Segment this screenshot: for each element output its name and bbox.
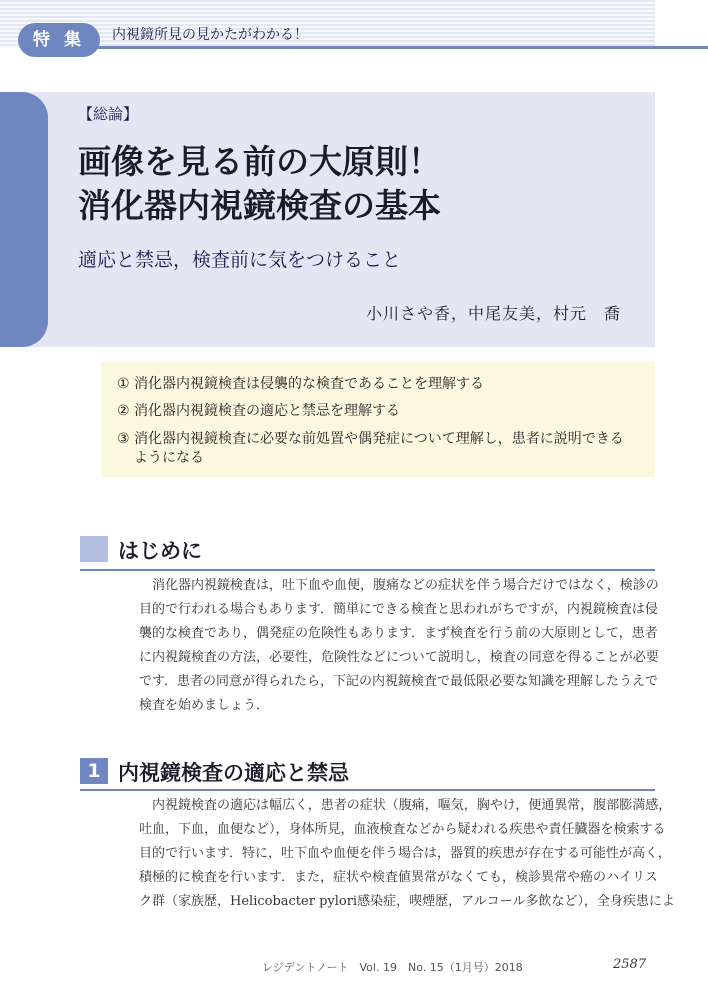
header-rule (60, 46, 708, 49)
section-rule (80, 569, 655, 571)
text-line: です．患者の同意が得られたら，下記の内視鏡検査で最低限必要な知識を理解したうえで (139, 674, 658, 689)
text-line: 目的で行われる場合もあります．簡単にできる検査と思われがちですが，内視鏡検査は侵 (139, 602, 658, 617)
section-number-marker: 1 (80, 758, 108, 784)
series-title: 内視鏡所見の見かたがわかる！ (112, 27, 308, 43)
footer-journal: レジデントノート Vol. 19 No. 15（1月号）2018 (262, 961, 523, 974)
intro-paragraph (139, 574, 659, 718)
text-line: 検査を始めましょう． (139, 698, 270, 713)
objectives-box (101, 362, 655, 477)
section-title-1: 内視鏡検査の適応と禁忌 (118, 761, 349, 785)
text-line: に内視鏡検査の方法，必要性，危険性などについて説明し，検査の同意を得ることが必要 (139, 650, 659, 665)
article-title (78, 140, 441, 228)
objective-3-continued: ようになる (134, 450, 204, 466)
text-line: 積極的に検査を行います．また，症状や検査値異常がなくても，検診異常や癌のハイリス (139, 870, 658, 885)
section-title-intro: はじめに (118, 539, 202, 563)
section-marker (80, 536, 108, 562)
text-line: 襲的な検査であり，偶発症の危険性もあります．まず検査を行う前の大原則として，患者 (139, 626, 658, 641)
article-subtitle: 適応と禁忌，検査前に気をつけること (78, 249, 402, 271)
text-line: ク群（家族歴，Helicobacter pylori感染症，喫煙歴，アルコール多飲など），全身疾患によ (139, 894, 675, 909)
article-title-line-1: 画像を見る前の大原則！ (78, 142, 441, 181)
feature-badge: 特 集 (18, 23, 100, 57)
objective-2: ② 消化器内視鏡検査の適応と禁忌を理解する (117, 403, 400, 419)
objective-3: ③ 消化器内視鏡検査に必要な前処置や偶発症について理解し，患者に説明できる (117, 431, 624, 447)
title-side-tab (0, 92, 48, 347)
section-1-paragraph (139, 794, 675, 914)
article-category: 【総論】 (78, 105, 139, 123)
objective-1: ① 消化器内視鏡検査は侵襲的な検査であることを理解する (117, 376, 484, 392)
text-line: 内視鏡検査の適応は幅広く，患者の症状（腹痛，嘔気，胸やけ，便通異常，腹部膨満感， (152, 798, 672, 813)
text-line: 目的で行います．特に，吐下血や血便を伴う場合は，器質的疾患が存在する可能性が高く， (139, 846, 671, 861)
page-number: 2587 (613, 957, 647, 972)
article-title-line-2: 消化器内視鏡検査の基本 (78, 186, 441, 225)
text-line: 吐血，下血，血便など），身体所見，血液検査などから疑われる疾患や責任臓器を検索する (139, 822, 666, 837)
text-line: 消化器内視鏡検査は，吐下血や血便，腹痛などの症状を伴う場合だけではなく，検診の (152, 578, 659, 593)
article-authors: 小川さや香，中尾友美，村元 喬 (366, 304, 622, 323)
section-rule (80, 789, 655, 791)
